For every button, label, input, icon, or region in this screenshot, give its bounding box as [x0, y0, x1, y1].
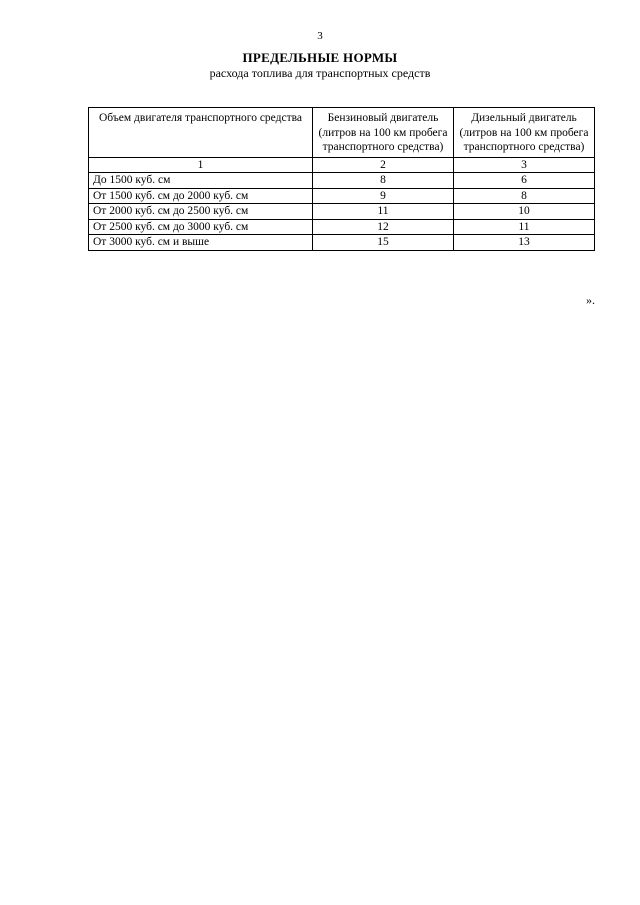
- diesel-norm-cell: 13: [454, 235, 595, 251]
- page-number: 3: [317, 30, 323, 42]
- header-engine-volume: Объем двигателя транспортного средства: [89, 108, 313, 158]
- column-number: 1: [89, 157, 313, 173]
- document-subtitle: расхода топлива для транспортных средств: [209, 66, 431, 80]
- diesel-norm-cell: 11: [454, 219, 595, 235]
- diesel-norm-cell: 10: [454, 204, 595, 220]
- engine-volume-cell: От 2500 куб. см до 3000 куб. см: [89, 219, 313, 235]
- diesel-norm-cell: 6: [454, 173, 595, 189]
- fuel-norms-table: [88, 107, 595, 251]
- closing-quote-mark: ».: [586, 293, 595, 307]
- column-number: 2: [313, 157, 454, 173]
- engine-volume-cell: От 2000 куб. см до 2500 куб. см: [89, 204, 313, 220]
- petrol-norm-cell: 15: [313, 235, 454, 251]
- petrol-norm-cell: 9: [313, 188, 454, 204]
- table-row: [89, 204, 595, 220]
- diesel-norm-cell: 8: [454, 188, 595, 204]
- column-number: 3: [454, 157, 595, 173]
- petrol-norm-cell: 8: [313, 173, 454, 189]
- header-petrol-engine: Бензиновый двигатель (литров на 100 км пробега транспортного средства): [313, 108, 454, 158]
- engine-volume-cell: От 1500 куб. см до 2000 куб. см: [89, 188, 313, 204]
- table-header-row: [89, 108, 595, 158]
- petrol-norm-cell: 12: [313, 219, 454, 235]
- petrol-norm-cell: 11: [313, 204, 454, 220]
- table-row: [89, 173, 595, 189]
- header-diesel-engine: Дизельный двигатель (литров на 100 км пробега транспортного средства): [454, 108, 595, 158]
- document-title: ПРЕДЕЛЬНЫЕ НОРМЫ: [242, 50, 398, 65]
- table-row: [89, 235, 595, 251]
- table-row: [89, 219, 595, 235]
- engine-volume-cell: До 1500 куб. см: [89, 173, 313, 189]
- engine-volume-cell: От 3000 куб. см и выше: [89, 235, 313, 251]
- table-row: [89, 188, 595, 204]
- column-number-row: [89, 157, 595, 173]
